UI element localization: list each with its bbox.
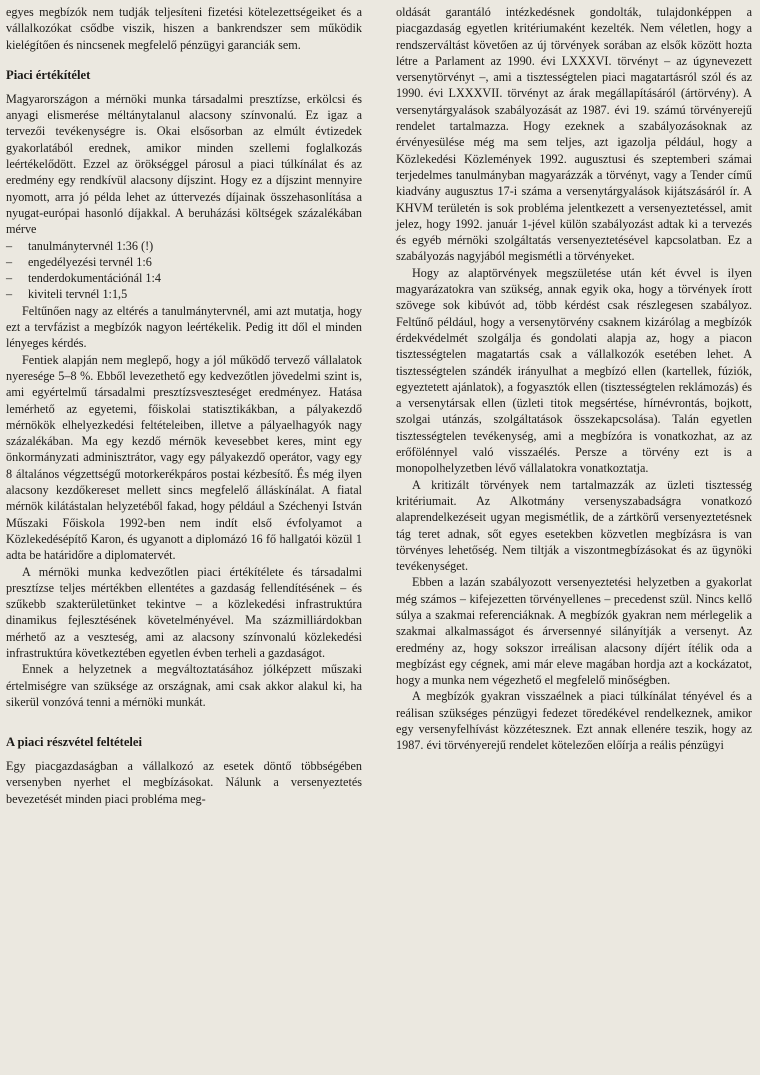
paragraph: Ennek a helyzetnek a megváltoztatásához jólképzett műszaki értelmiségre van szüksége az országnak, ami csak akkor alakul ki, ha sikerül vonzóvá tenni a mérnöki munkát. <box>6 662 362 709</box>
list-item: – tenderdokumentációnál 1:4 <box>6 270 362 286</box>
paragraph: Ebben a lazán szabályozott versenyeztetési helyzetben a gyakorlat még számos – kifejezetten törvényellenes – precedenst szül. Nincs kellő súlya a szakmai referenciáknak. A megbízók gyakran nem mérlegelik a szakmai alkalmasságot és árversennyé silányítják a versenyt. Az eredmény az, hogy sokszor irreálisan alacsony díjért ítélik oda a megbízást egy cégnek, ami már eleve magában hordja azt a kockázatot, hogy a munka nem végezhető el megfelelő minőségben. <box>396 575 752 688</box>
intro-paragraph: egyes megbízók nem tudják teljesíteni fizetési kötelezettségeiket és a vállalkozókat csődbe viszik, hiszen a bankrendszer sem működik kielégítően és nincsenek megfelelő pénzügyi garanciák sem. <box>6 5 362 52</box>
left-column <box>6 4 362 1075</box>
paragraph: Magyarországon a mérnöki munka társadalmi presztízse, erkölcsi és anyagi elismerése méltánytalanul alacsony színvonalú. Ez igaz a tervezői tevékenységre is. Okai elsősorban az elmúlt évtizedek gyakorlatából erednek, amikor minden szellemi foglalkozás leértékelődött. Ezzel az örökséggel párosul a piaci túlkínálat és az eredmény egy rendkívül alacsony díjszint. Hogy ez a díjszint mennyire nyomott, arra jó példa lehet az úttervezés díjainak összehasonlítása a nyugat-európai hasonló díjakkal. A beruházási költségek százalékában mérve <box>6 91 362 237</box>
paragraph: Egy piacgazdaságban a vállalkozó az esetek döntő többségében versenyben nyerhet el megbízásokat. Nálunk a versenyeztetés bevezetését minden piaci probléma meg- <box>6 759 362 806</box>
paragraph: Fentiek alapján nem meglepő, hogy a jól működő tervező vállalatok nyeresége 5–8 %. Ebből levezethető egy kedvezőtlen jövedelmi szint is, ami egyértelmű társadalmi presztízsveszteséget eredményez. Hatása lemérhető az egyetemi, főiskolai statisztikákban, a pályakezdő mérnökök elhelyezkedési feltételeiben, illetve a pályaelhagyók nagy százalékában. Ma egy kezdő mérnök kevesebbet keres, mint egy önkormányzati adminisztrátor, vagy egy pályakezdő operátor, vagy egy 8 általános végzettségű motorkerékpáros postai kézbesítő. És még ilyen alacsony kezdőkereset mellett sincs megfelelő álláskínálat. A fiatal mérnök kilátástalan helyzetéből fakad, hogy például a Széchenyi István Műszaki Főiskola 1992-ben nem indít első évfolyamot a Közlekedésépítő Karon, és ugyanott a diplomázó 16 fő hallgatói közül 1 adta be határidőre a diplomatervét. <box>6 352 362 563</box>
section-heading-piaci-reszvetel: A piaci részvétel feltételei <box>6 735 143 750</box>
paragraph: oldását garantáló intézkedésnek gondolták, tulajdonképpen a piacgazdaság egyetlen kritériumaként kezelték. Nem véletlen, hogy a rendszerváltást követően az új törvények sorában az elsők között hozta létre a Parlament az 1990. évi LXXXVI. törvényt – az úgynevezett versenytörvényt –, ami a tisztességtelen piaci magatartásról szól és az 1990. évi LXXXVII. törvényt az árak megállapításáról (ártörvény). A versenytárgyalások szabályozását az 1987. évi 19. számú törvényerejű rendelet tartalmazza. Hogy ezeknek a szabályozásoknak az érvényesülése még ma sem teljes, azt igazolja például, hogy a Közlekedési Közlemények 1992. augusztusi és szeptemberi számai terjedelmes tanulmányban magyarázzák a törvényt, vagy a Tender című kiadvány augusztus 17-i száma a versenytárgyalások kijátszásáról ír. A KHVM területén is sok probléma jelentkezett a versenyeztetéssel, amit jelez, hogy 1992. január 1-jével külön szabályozást adtak ki a tervezés és egyéb mérnöki szolgáltatás versenyeztetésével kapcsolatban. Ez a szabályozás nagyjából megismétli a törvényeket. <box>396 5 752 264</box>
section-heading-piaci-ertekitelet: Piaci értékítélet <box>6 67 91 82</box>
ratio-list <box>6 238 362 303</box>
list-item: – tanulmánytervnél 1:36 (!) <box>6 238 362 254</box>
paragraph: A kritizált törvények nem tartalmazzák az üzleti tisztesség kritériumait. Az Alkotmány versenyszabadságra vonatkozó alaprendelkezéseit ugyan megismétlik, de a zártkörű versenyeztetésnek tág teret adnak, sőt egyes esetekben közvetlen megbízásra is van törvényes lehetőség. Nem tiltják a viszontmegbízásokat és az ügynöki tevékenységet. <box>396 477 752 574</box>
paragraph: A megbízók gyakran visszaélnek a piaci túlkínálat tényével és a reálisan szükséges pénzügyi fedezet töredékével rendelkeznek, amikor egy versenyfelhívást közzétesznek. Ezt annak ellenére teszik, hogy az 1987. évi törvényerejű rendelet kötelezően előírja a reális pénzügyi <box>396 689 752 753</box>
right-column <box>396 4 752 1075</box>
list-item: – kiviteli tervnél 1:1,5 <box>6 286 362 302</box>
paragraph: A mérnöki munka kedvezőtlen piaci értékítélete és társadalmi presztízse teljes mértékben ellentétes a gazdaság fellendítésének – és szűkebb szakterületünket tekintve – a közlekedési infrastruktúra dinamikus fejlesztésének követelményével. Ma százmilliárdokban mérhető az a veszteség, ami az alacsony színvonalú közlekedési infrastruktúra következtében egyetlen évben terheli a gazdaságot. <box>6 564 362 660</box>
paragraph: Hogy az alaptörvények megszületése után két évvel is ilyen magyarázatokra van szükség, annak egyik oka, hogy a törvények írott szövege sok kibúvót ad, több kérdést csak részlegesen szabályoz. Feltűnő például, hogy a versenytörvény csaknem kizárólag a megbízók érdekvédelmét szolgálja és gondolati alapja az, hogy a piacon tisztességtelen magatartás csak a vállalkozók esetében lehet. A tisztességtelen szándék irányulhat a megbízó ellen (kartellek, fúziók, egyeztetett ajánlatok), a fogyasztók ellen (tisztességtelen reklámozás) és a versenytársak ellen (üzleti titok megsértése, hírnévrontás, bojkott, szolgai utánzás, szolgáltatások összekapcsolása). Talán egyetlen tisztességtelen tevékenység, ami a megbízóra is vonatkozhat, az az erőfölénnyel való visszaélés. Persze a törvény ezt is a monopolhelyzetben lévő vállalatokra vonatkoztatja. <box>396 265 752 476</box>
paragraph: Feltűnően nagy az eltérés a tanulmánytervnél, ami azt mutatja, hogy ezt a tervfázist a megbízók nagyon leértékelik. Pedig itt dől el minden lényeges kérdés. <box>6 303 362 351</box>
list-item: – engedélyezési tervnél 1:6 <box>6 254 362 270</box>
